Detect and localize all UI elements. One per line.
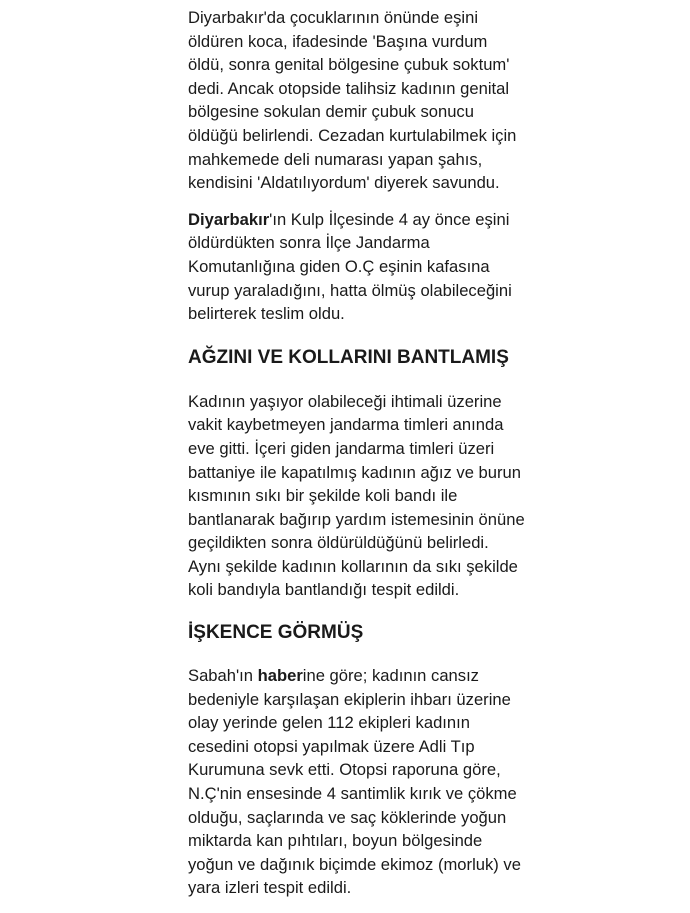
section-heading-tape: AĞZINI VE KOLLARINI BANTLAMIŞ bbox=[188, 346, 509, 368]
autopsy-paragraph bbox=[188, 664, 568, 900]
tape-paragraph bbox=[188, 390, 568, 602]
text-line: kendisini 'Aldatılıyordum' diyerek savundu. bbox=[188, 173, 500, 193]
text-line: bedeniyle karşılaşan ekiplerin ihbarı üzerine bbox=[188, 689, 511, 709]
text-line: eve gitti. İçeri giden jandarma timleri üzeri bbox=[188, 438, 495, 458]
text-line: mahkemede deli numarası yapan şahıs, bbox=[188, 149, 483, 169]
text-line: bölgesine sokulan demir çubuk sonucu bbox=[188, 102, 474, 122]
text-line: geçildikten sonra öldürüldüğünü belirledi. bbox=[188, 533, 489, 553]
text-line: koli bandıyla bantlandığı tespit edildi. bbox=[188, 580, 460, 600]
text-fragment: 'ın Kulp İlçesinde 4 ay önce eşini bbox=[269, 209, 510, 229]
text-line: Kadının yaşıyor olabileceği ihtimali üzerine bbox=[188, 391, 502, 411]
text-line: öldüğü belirlendi. Cezadan kurtulabilmek için bbox=[188, 125, 517, 145]
text-line bbox=[188, 664, 568, 688]
text-line: Aynı şekilde kadının kollarının da sıkı şekilde bbox=[188, 556, 518, 576]
text-line: Komutanlığına giden O.Ç eşinin kafasına bbox=[188, 256, 490, 276]
text-line: öldüren koca, ifadesinde 'Başına vurdum bbox=[188, 31, 488, 51]
surrender-paragraph bbox=[188, 208, 568, 326]
text-fragment: Sabah'ın bbox=[188, 666, 258, 686]
text-line: belirterek teslim oldu. bbox=[188, 304, 345, 324]
text-line: cesedini otopsi yapılmak üzere Adli Tıp bbox=[188, 736, 475, 756]
text-fragment: ine göre; kadının cansız bbox=[302, 666, 479, 686]
article-body bbox=[188, 6, 568, 900]
text-line: dedi. Ancak otopside talihsiz kadının genital bbox=[188, 78, 510, 98]
text-line: öldürdükten sonra İlçe Jandarma bbox=[188, 233, 430, 253]
text-line: N.Ç'nin ensesinde 4 santimlik kırık ve çökme bbox=[188, 784, 517, 804]
text-line: yara izleri tespit edildi. bbox=[188, 878, 352, 898]
text-line: bantlanarak bağırıp yardım istemesinin önüne bbox=[188, 509, 525, 529]
text-line: miktarda kan pıhtıları, boyun bölgesinde bbox=[188, 831, 483, 851]
intro-paragraph bbox=[188, 6, 568, 195]
text-line: olay yerinde gelen 112 ekipleri kadının bbox=[188, 713, 470, 733]
text-line: yoğun ve dağınık biçimde ekimoz (morluk) ve bbox=[188, 854, 521, 874]
text-line: battaniye ile kapatılmış kadının ağız ve burun bbox=[188, 462, 521, 482]
location-keyword: Diyarbakır bbox=[188, 209, 270, 229]
text-line: vurup yaraladığını, hatta ölmüş olabileceğini bbox=[188, 280, 512, 300]
text-line bbox=[188, 208, 568, 232]
text-line: kısmının sıkı bir şekilde koli bandı ile bbox=[188, 486, 458, 506]
text-line: öldü, sonra genital bölgesine çubuk soktum' bbox=[188, 55, 510, 75]
text-line: Diyarbakır'da çocuklarının önünde eşini bbox=[188, 8, 479, 27]
source-keyword: haber bbox=[257, 666, 303, 686]
text-line: olduğu, saçlarında ve saç köklerinde yoğun bbox=[188, 807, 507, 827]
text-line: vakit kaybetmeyen jandarma timleri anında bbox=[188, 415, 504, 435]
section-heading-torture: İŞKENCE GÖRMÜŞ bbox=[188, 622, 364, 644]
text-line: Kurumuna sevk etti. Otopsi raporuna göre, bbox=[188, 760, 501, 780]
